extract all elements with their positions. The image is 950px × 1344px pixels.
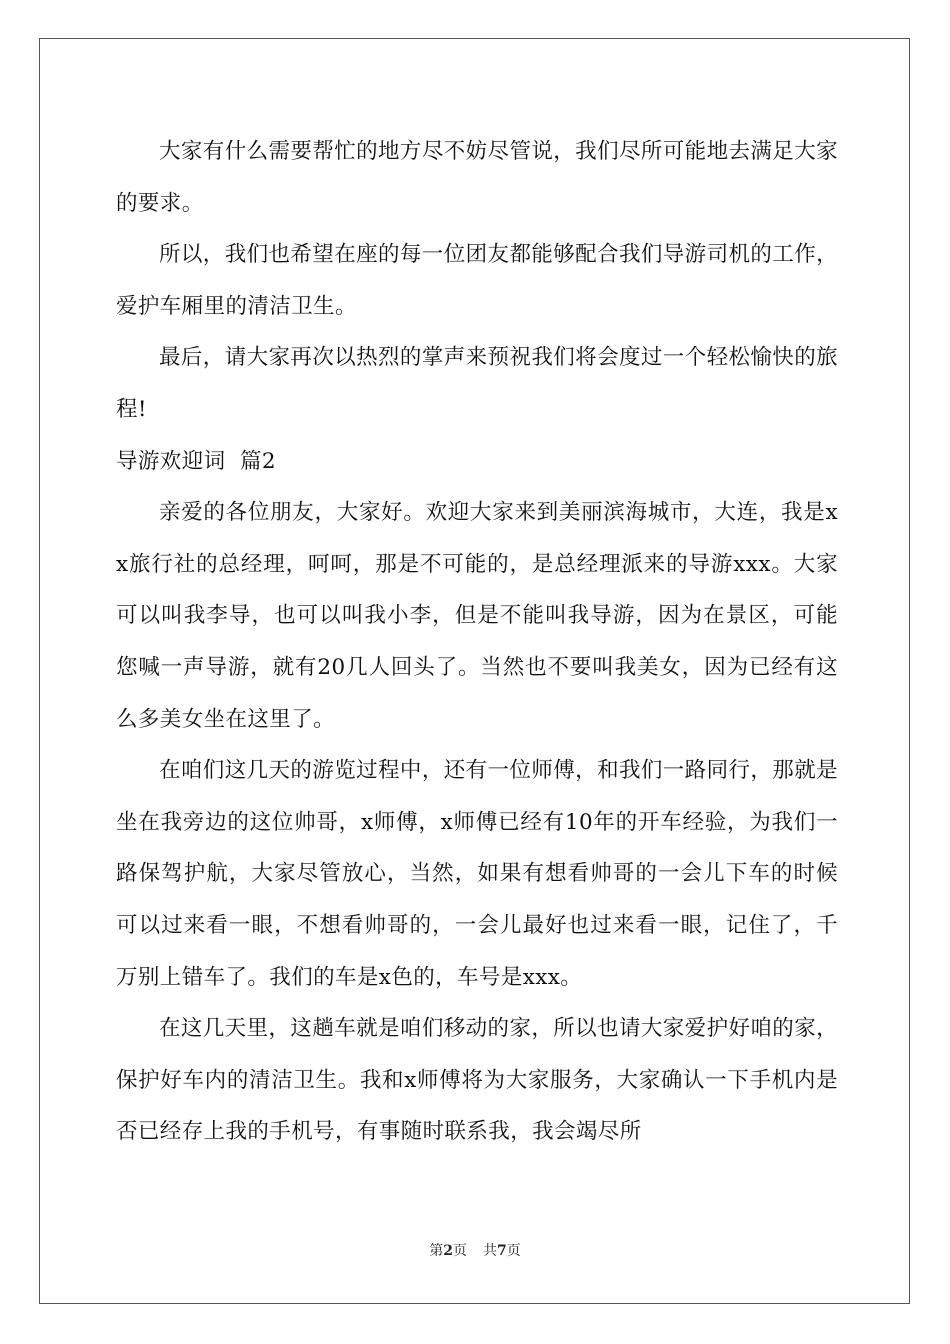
page-footer [0, 1240, 950, 1260]
paragraph: 在这几天里，这趟车就是咱们移动的家，所以也请大家爱护好咱的家，保护好车内的清洁卫生。我和x师傅将为大家服务，大家确认一下手机内是否已经存上我的手机号，有事随时联系我，我会竭尽所 [116, 1016, 838, 1145]
total-prefix: 共 [483, 1243, 497, 1259]
paragraph: 大家有什么需要帮忙的地方尽不妨尽管说，我们尽所可能地去满足大家的要求。 [116, 139, 838, 216]
current-page-number: 2 [443, 1243, 453, 1259]
paragraph: 在咱们这几天的游览过程中，还有一位师傅，和我们一路同行，那就是坐在我旁边的这位帅哥，x师傅，x师傅已经有10年的开车经验，为我们一路保驾护航，大家尽管放心，当然，如果有想看帅哥的一会儿下车的时候可以过来看一眼，不想看帅哥的，一会儿最好也过来看一眼，记住了，千万别上错车了。我们的车是x色的，车号是xxx。 [116, 758, 838, 990]
paragraph: 所以，我们也希望在座的每一位团友都能够配合我们导游司机的工作，爱护车厢里的清洁卫生。 [116, 242, 838, 319]
total-page-number: 7 [497, 1243, 507, 1259]
paragraph: 最后，请大家再次以热烈的掌声来预祝我们将会度过一个轻松愉快的旅程! [116, 345, 838, 422]
page-prefix: 第 [429, 1243, 444, 1259]
section-heading: 导游欢迎词 篇2 [116, 448, 276, 474]
paragraph: 亲爱的各位朋友，大家好。欢迎大家来到美丽滨海城市，大连，我是xx旅行社的总经理，呵呵，那是不可能的，是总经理派来的导游xxx。大家可以叫我李导，也可以叫我小李，但是不能叫我导游，因为在景区，可能您喊一声导游，就有20几人回头了。当然也不要叫我美女，因为已经有这么多美女坐在这里了。 [116, 500, 838, 732]
page-suffix: 页 [453, 1243, 467, 1259]
total-suffix: 页 [506, 1243, 521, 1259]
document-body [116, 126, 838, 1158]
